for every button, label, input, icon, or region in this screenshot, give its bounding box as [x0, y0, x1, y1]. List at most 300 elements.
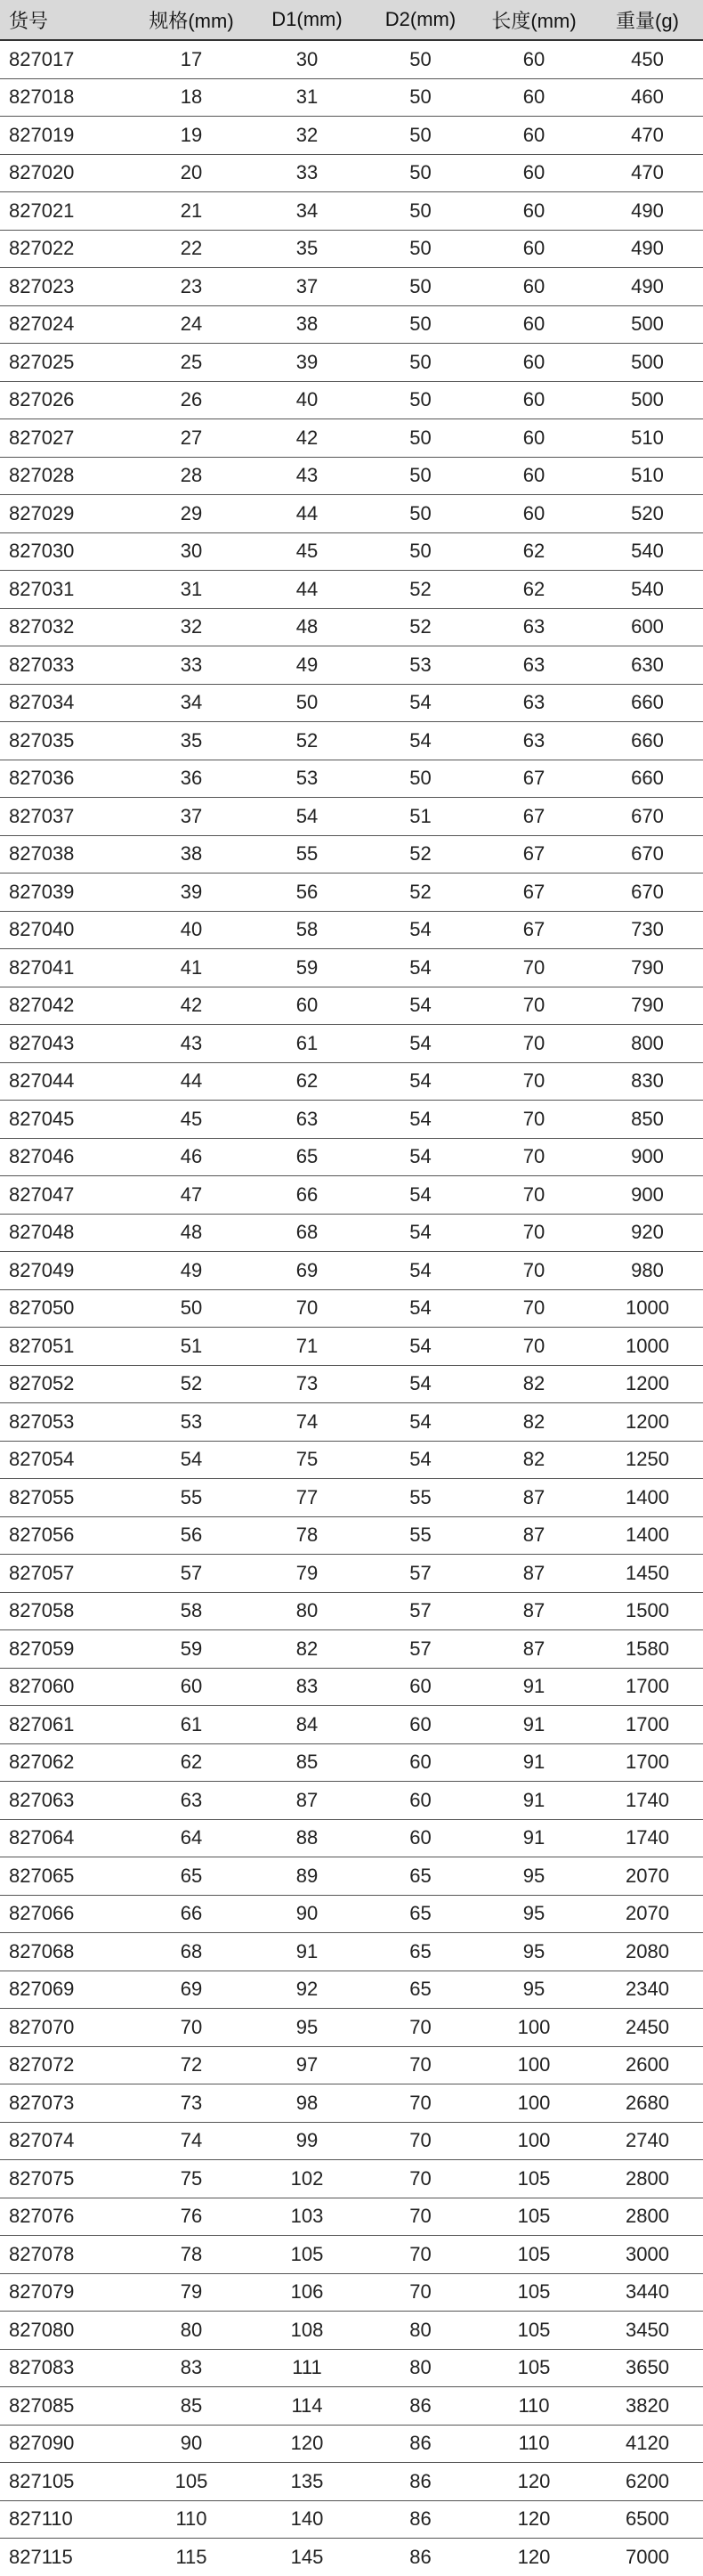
cell-length: 100	[476, 2046, 592, 2084]
table-row	[0, 571, 703, 609]
table-row	[0, 2160, 703, 2198]
cell-size: 80	[133, 2312, 249, 2350]
cell-item-no: 827032	[0, 608, 133, 646]
cell-weight: 1740	[592, 1819, 703, 1857]
table-row	[0, 911, 703, 949]
cell-size: 21	[133, 192, 249, 231]
cell-size: 41	[133, 949, 249, 987]
cell-size: 44	[133, 1062, 249, 1101]
cell-length: 70	[476, 1252, 592, 1290]
cell-weight: 510	[592, 457, 703, 495]
cell-item-no: 827070	[0, 2009, 133, 2047]
cell-weight: 3650	[592, 2349, 703, 2387]
cell-size: 83	[133, 2349, 249, 2387]
table-row	[0, 532, 703, 571]
cell-item-no: 827085	[0, 2387, 133, 2426]
cell-item-no: 827051	[0, 1328, 133, 1366]
cell-d2: 80	[365, 2312, 476, 2350]
cell-weight: 670	[592, 798, 703, 836]
cell-weight: 450	[592, 40, 703, 78]
cell-d2: 52	[365, 835, 476, 874]
cell-item-no: 827039	[0, 874, 133, 912]
cell-d2: 50	[365, 305, 476, 344]
cell-weight: 630	[592, 646, 703, 685]
table-row	[0, 2349, 703, 2387]
cell-item-no: 827076	[0, 2198, 133, 2236]
cell-size: 43	[133, 1025, 249, 1063]
cell-d2: 54	[365, 1138, 476, 1176]
cell-item-no: 827069	[0, 1971, 133, 2009]
cell-weight: 520	[592, 495, 703, 533]
cell-weight: 6500	[592, 2500, 703, 2539]
cell-d2: 54	[365, 1214, 476, 1252]
cell-size: 34	[133, 684, 249, 722]
cell-length: 62	[476, 571, 592, 609]
cell-item-no: 827022	[0, 230, 133, 268]
cell-d2: 80	[365, 2349, 476, 2387]
cell-d2: 60	[365, 1782, 476, 1820]
header-size: 规格(mm)	[133, 0, 249, 40]
cell-d2: 50	[365, 230, 476, 268]
table-row	[0, 2539, 703, 2576]
cell-d2: 70	[365, 2273, 476, 2312]
cell-d1: 50	[249, 684, 365, 722]
cell-item-no: 827080	[0, 2312, 133, 2350]
table-row	[0, 2463, 703, 2501]
cell-d2: 54	[365, 722, 476, 760]
header-length: 长度(mm)	[476, 0, 592, 40]
cell-length: 82	[476, 1365, 592, 1403]
table-row	[0, 835, 703, 874]
cell-size: 45	[133, 1101, 249, 1139]
cell-weight: 7000	[626, 2545, 669, 2568]
cell-d1: 65	[249, 1138, 365, 1176]
cell-d1: 32	[249, 117, 365, 155]
table-row	[0, 1101, 703, 1139]
cell-d2: 54	[365, 1365, 476, 1403]
cell-weight: 500	[592, 381, 703, 419]
table-row	[0, 117, 703, 155]
table-row	[0, 1857, 703, 1896]
header-d2: D2(mm)	[365, 0, 476, 40]
cell-length: 60	[476, 78, 592, 117]
table-row	[0, 2122, 703, 2160]
cell-d2: 50	[365, 419, 476, 458]
cell-weight: 540	[592, 571, 703, 609]
cell-size: 66	[133, 1895, 249, 1933]
cell-size: 32	[133, 608, 249, 646]
cell-size: 33	[133, 646, 249, 685]
table-row	[0, 1668, 703, 1706]
table-row	[0, 1971, 703, 2009]
cell-d2: 54	[365, 1176, 476, 1215]
cell-item-no: 827060	[0, 1668, 133, 1706]
cell-item-no: 827075	[0, 2160, 133, 2198]
cell-weight: 2450	[592, 2009, 703, 2047]
cell-d1: 66	[249, 1176, 365, 1215]
cell-item-no: 827083	[0, 2349, 133, 2387]
cell-d2: 55	[365, 1479, 476, 1517]
cell-size: 47	[133, 1176, 249, 1215]
cell-length: 67	[476, 798, 592, 836]
cell-d2: 57	[365, 1630, 476, 1669]
cell-length: 67	[476, 874, 592, 912]
cell-weight: 1000	[592, 1289, 703, 1328]
cell-length: 105	[476, 2273, 592, 2312]
cell-length: 60	[476, 117, 592, 155]
cell-size: 79	[133, 2273, 249, 2312]
cell-weight: 830	[592, 1062, 703, 1101]
cell-length: 105	[476, 2349, 592, 2387]
cell-d2: 54	[365, 987, 476, 1025]
cell-d1: 78	[249, 1516, 365, 1555]
cell-d2: 60	[365, 1743, 476, 1782]
cell-size: 76	[133, 2198, 249, 2236]
cell-length: 60	[476, 305, 592, 344]
cell-length: 87	[476, 1630, 592, 1669]
cell-length: 91	[476, 1743, 592, 1782]
cell-d2: 54	[365, 1441, 476, 1479]
cell-d1: 37	[249, 268, 365, 306]
cell-length: 60	[476, 230, 592, 268]
cell-length: 95	[476, 1971, 592, 2009]
cell-size: 54	[133, 1441, 249, 1479]
cell-item-no: 827078	[0, 2236, 133, 2274]
cell-length: 60	[476, 268, 592, 306]
table-row	[0, 987, 703, 1025]
cell-d2: 50	[365, 78, 476, 117]
table-row	[0, 684, 703, 722]
cell-weight: 3450	[592, 2312, 703, 2350]
cell-d1: 92	[249, 1971, 365, 2009]
cell-size: 58	[133, 1592, 249, 1630]
cell-item-no: 827043	[0, 1025, 133, 1063]
cell-size: 52	[133, 1365, 249, 1403]
cell-d1: 120	[249, 2425, 365, 2463]
cell-size: 90	[133, 2425, 249, 2463]
cell-length: 62	[476, 532, 592, 571]
cell-item-no: 827030	[0, 532, 133, 571]
cell-d2: 52	[365, 571, 476, 609]
cell-item-no: 827064	[0, 1819, 133, 1857]
cell-length: 100	[476, 2009, 592, 2047]
cell-d2: 86	[409, 2545, 432, 2568]
cell-item-no: 827055	[0, 1479, 133, 1517]
cell-length: 110	[476, 2387, 592, 2426]
cell-weight: 470	[592, 117, 703, 155]
cell-weight: 920	[592, 1214, 703, 1252]
cell-d1: 82	[249, 1630, 365, 1669]
cell-item-no: 827034	[0, 684, 133, 722]
table-row	[0, 268, 703, 306]
table-row	[0, 1479, 703, 1517]
cell-d1: 140	[249, 2500, 365, 2539]
cell-weight: 600	[592, 608, 703, 646]
cell-d2: 65	[365, 1895, 476, 1933]
cell-d1: 59	[249, 949, 365, 987]
table-row	[0, 78, 703, 117]
cell-weight: 1400	[592, 1516, 703, 1555]
cell-d1: 73	[249, 1365, 365, 1403]
cell-d1: 88	[249, 1819, 365, 1857]
cell-d1: 83	[249, 1668, 365, 1706]
cell-item-no: 827057	[0, 1555, 133, 1593]
cell-item-no: 827115	[9, 2545, 73, 2568]
cell-size: 55	[133, 1479, 249, 1517]
header-weight: 重量(g)	[592, 0, 703, 40]
cell-length: 67	[476, 911, 592, 949]
cell-d1: 39	[249, 344, 365, 382]
cell-length: 70	[476, 1138, 592, 1176]
cell-weight: 6200	[592, 2463, 703, 2501]
table-row	[0, 419, 703, 458]
cell-d2: 57	[365, 1555, 476, 1593]
table-row	[0, 1706, 703, 1744]
cell-d1: 103	[249, 2198, 365, 2236]
cell-item-no: 827065	[0, 1857, 133, 1896]
cell-weight: 1200	[592, 1403, 703, 1442]
cell-d1: 42	[249, 419, 365, 458]
cell-length: 100	[476, 2084, 592, 2123]
cell-length: 70	[476, 1062, 592, 1101]
cell-weight: 1000	[592, 1328, 703, 1366]
cell-weight: 2600	[592, 2046, 703, 2084]
cell-d1: 90	[249, 1895, 365, 1933]
cell-d2: 50	[365, 457, 476, 495]
cell-d1: 48	[249, 608, 365, 646]
cell-length: 105	[476, 2198, 592, 2236]
cell-d1: 40	[249, 381, 365, 419]
cell-weight: 980	[592, 1252, 703, 1290]
cell-size: 51	[133, 1328, 249, 1366]
cell-d2: 70	[365, 2084, 476, 2123]
table-row	[0, 874, 703, 912]
cell-d1: 70	[249, 1289, 365, 1328]
table-row	[0, 2425, 703, 2463]
cell-d2: 54	[365, 949, 476, 987]
cell-d2: 50	[365, 117, 476, 155]
cell-item-no: 827052	[0, 1365, 133, 1403]
cell-d2: 86	[365, 2500, 476, 2539]
cell-size: 73	[133, 2084, 249, 2123]
table-row	[0, 1555, 703, 1593]
cell-d2: 53	[365, 646, 476, 685]
cell-d2: 54	[365, 684, 476, 722]
header-row	[0, 0, 703, 40]
cell-length: 105	[476, 2160, 592, 2198]
cell-d1: 61	[249, 1025, 365, 1063]
cell-size: 39	[133, 874, 249, 912]
cell-d2: 50	[365, 192, 476, 231]
cell-weight: 490	[592, 230, 703, 268]
cell-weight: 850	[592, 1101, 703, 1139]
cell-length: 67	[476, 760, 592, 798]
table-row	[0, 1630, 703, 1669]
cell-weight: 3440	[592, 2273, 703, 2312]
cell-size: 105	[133, 2463, 249, 2501]
cell-item-no: 827026	[0, 381, 133, 419]
cell-length: 105	[476, 2312, 592, 2350]
cell-item-no: 827028	[0, 457, 133, 495]
cell-item-no: 827110	[0, 2500, 133, 2539]
cell-length: 91	[476, 1819, 592, 1857]
table-row	[0, 2009, 703, 2047]
cell-d1: 60	[249, 987, 365, 1025]
cell-item-no: 827044	[0, 1062, 133, 1101]
cell-weight: 2340	[592, 1971, 703, 2009]
cell-item-no: 827045	[0, 1101, 133, 1139]
cell-weight: 2740	[592, 2122, 703, 2160]
cell-weight: 510	[592, 419, 703, 458]
table-row	[0, 1516, 703, 1555]
cell-weight: 2680	[592, 2084, 703, 2123]
cell-d2: 50	[365, 268, 476, 306]
cell-length: 95	[476, 1857, 592, 1896]
cell-weight: 1450	[592, 1555, 703, 1593]
cell-d1: 44	[249, 495, 365, 533]
cell-item-no: 827049	[0, 1252, 133, 1290]
cell-length: 82	[476, 1403, 592, 1442]
table-row	[0, 2198, 703, 2236]
cell-length: 60	[476, 344, 592, 382]
cell-size: 78	[133, 2236, 249, 2274]
cell-d1: 34	[249, 192, 365, 231]
cell-size: 56	[133, 1516, 249, 1555]
table-row	[0, 646, 703, 685]
cell-item-no: 827048	[0, 1214, 133, 1252]
cell-item-no: 827061	[0, 1706, 133, 1744]
cell-d1: 71	[249, 1328, 365, 1366]
cell-weight: 2070	[592, 1895, 703, 1933]
cell-d2: 60	[365, 1668, 476, 1706]
table-row	[0, 344, 703, 382]
cell-size: 18	[133, 78, 249, 117]
cell-d1: 55	[249, 835, 365, 874]
cell-length: 105	[476, 2236, 592, 2274]
cell-weight: 660	[592, 722, 703, 760]
cell-d2: 54	[365, 1101, 476, 1139]
cell-item-no: 827090	[0, 2425, 133, 2463]
table-row	[0, 1403, 703, 1442]
cell-item-no: 827031	[0, 571, 133, 609]
cell-size: 25	[133, 344, 249, 382]
cell-item-no: 827035	[0, 722, 133, 760]
cell-item-no: 827050	[0, 1289, 133, 1328]
cell-d2: 65	[365, 1933, 476, 1971]
cell-d1: 85	[249, 1743, 365, 1782]
cell-d2: 50	[365, 154, 476, 192]
cell-d1: 95	[249, 2009, 365, 2047]
cell-d2: 70	[365, 2198, 476, 2236]
cell-length: 70	[476, 949, 592, 987]
cell-weight: 2800	[592, 2198, 703, 2236]
cell-length: 95	[476, 1933, 592, 1971]
cell-d2: 50	[365, 532, 476, 571]
cell-d1: 33	[249, 154, 365, 192]
cell-item-no: 827020	[0, 154, 133, 192]
cell-weight: 1700	[592, 1743, 703, 1782]
cell-length: 95	[476, 1895, 592, 1933]
cell-weight: 1250	[592, 1441, 703, 1479]
cell-size: 50	[133, 1289, 249, 1328]
cell-length: 87	[476, 1516, 592, 1555]
cell-weight: 1740	[592, 1782, 703, 1820]
table-row	[0, 2500, 703, 2539]
cell-length: 60	[476, 495, 592, 533]
cell-weight: 500	[592, 305, 703, 344]
cell-d2: 60	[365, 1706, 476, 1744]
cell-length: 60	[476, 457, 592, 495]
cell-item-no: 827053	[0, 1403, 133, 1442]
cell-item-no: 827046	[0, 1138, 133, 1176]
cell-d2: 70	[365, 2009, 476, 2047]
cell-d2: 86	[365, 2463, 476, 2501]
cell-item-no: 827041	[0, 949, 133, 987]
cell-d2: 50	[365, 495, 476, 533]
cell-length: 82	[476, 1441, 592, 1479]
cell-item-no: 827105	[0, 2463, 133, 2501]
cell-weight: 3820	[592, 2387, 703, 2426]
cell-d2: 54	[365, 1328, 476, 1366]
cell-weight: 500	[592, 344, 703, 382]
cell-size: 49	[133, 1252, 249, 1290]
cell-size: 69	[133, 1971, 249, 2009]
cell-d2: 57	[365, 1592, 476, 1630]
cell-size: 68	[133, 1933, 249, 1971]
cell-weight: 730	[592, 911, 703, 949]
cell-weight: 490	[592, 192, 703, 231]
cell-d2: 60	[365, 1819, 476, 1857]
table-body	[0, 40, 703, 2576]
cell-weight: 790	[592, 987, 703, 1025]
cell-d2: 70	[365, 2122, 476, 2160]
cell-item-no: 827073	[0, 2084, 133, 2123]
header-d1: D1(mm)	[249, 0, 365, 40]
table-row	[0, 1252, 703, 1290]
cell-item-no: 827023	[0, 268, 133, 306]
cell-length: 63	[476, 722, 592, 760]
cell-item-no: 827017	[0, 40, 133, 78]
cell-weight: 540	[592, 532, 703, 571]
cell-length: 70	[476, 1025, 592, 1063]
cell-d1: 35	[249, 230, 365, 268]
cell-item-no: 827074	[0, 2122, 133, 2160]
cell-d1: 99	[249, 2122, 365, 2160]
cell-length: 87	[476, 1479, 592, 1517]
cell-size: 29	[133, 495, 249, 533]
cell-d2: 52	[365, 874, 476, 912]
cell-d1: 74	[249, 1403, 365, 1442]
table-row	[0, 2236, 703, 2274]
cell-weight: 4120	[592, 2425, 703, 2463]
table-row	[0, 1441, 703, 1479]
cell-d1: 106	[249, 2273, 365, 2312]
table-row	[0, 2046, 703, 2084]
table-row	[0, 495, 703, 533]
table-row	[0, 381, 703, 419]
cell-d2: 50	[365, 344, 476, 382]
cell-d2: 54	[365, 1062, 476, 1101]
table-row	[0, 1214, 703, 1252]
cell-d1: 89	[249, 1857, 365, 1896]
cell-d2: 55	[365, 1516, 476, 1555]
cell-length: 120	[476, 2500, 592, 2539]
cell-d1: 105	[249, 2236, 365, 2274]
cell-d1: 54	[249, 798, 365, 836]
cell-d2: 65	[365, 1857, 476, 1896]
cell-size: 62	[133, 1743, 249, 1782]
cell-d1: 79	[249, 1555, 365, 1593]
